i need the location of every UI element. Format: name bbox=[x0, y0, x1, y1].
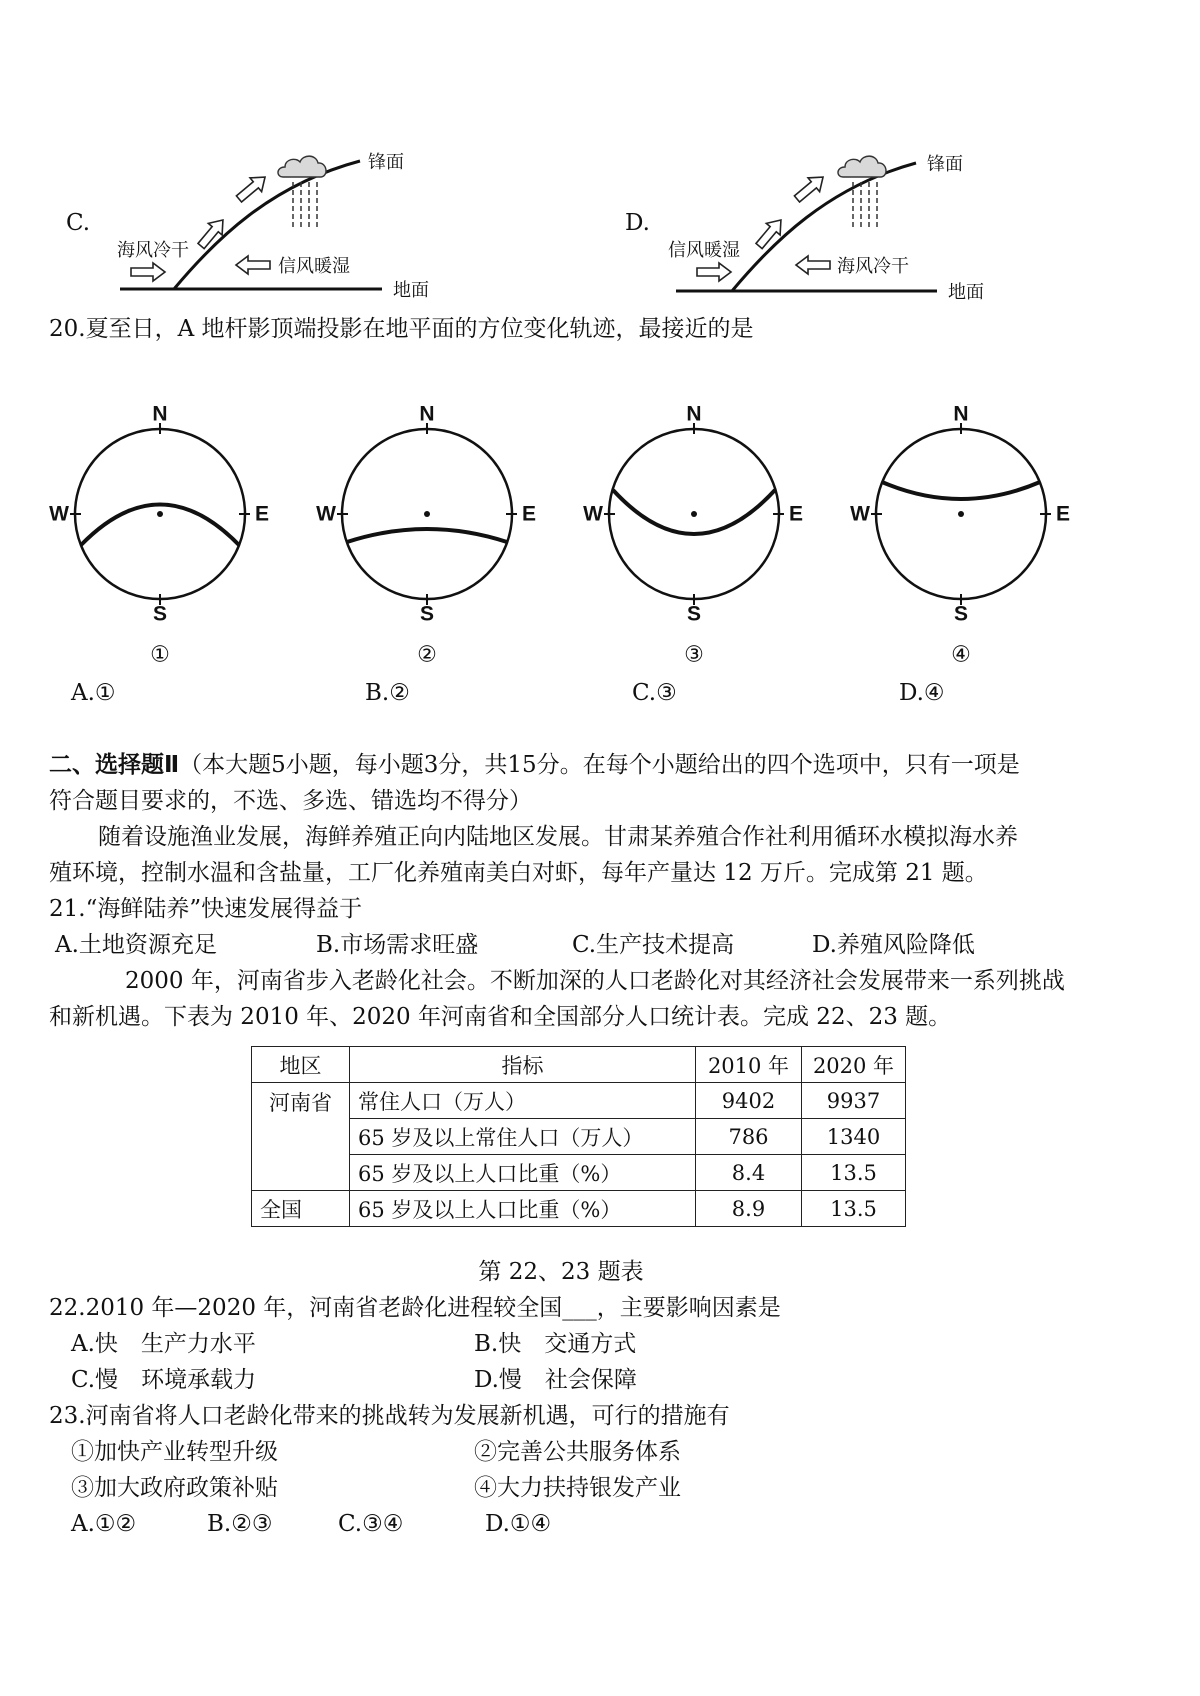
q22-option-a: A.快 生产力水平 bbox=[71, 1331, 256, 1357]
indicator-cell: 65 岁及以上常住人口（万人） bbox=[350, 1119, 696, 1155]
south-label: S bbox=[953, 602, 969, 626]
west-label: W bbox=[583, 502, 603, 526]
east-label: E bbox=[788, 502, 804, 526]
q23-option-c: C.③④ bbox=[338, 1511, 404, 1537]
table-row bbox=[252, 1119, 906, 1155]
q21-option-b: B.市场需求旺盛 bbox=[316, 932, 479, 958]
shadow-track bbox=[882, 482, 1040, 499]
value-2010-cell: 786 bbox=[696, 1119, 802, 1155]
east-label: E bbox=[254, 502, 270, 526]
q23-option-a: A.①② bbox=[71, 1511, 137, 1537]
q20-option-c: C.③ bbox=[632, 680, 677, 706]
diagram-c bbox=[117, 152, 429, 300]
value-2020-cell: 13.5 bbox=[802, 1191, 906, 1227]
ground-label: 地面 bbox=[393, 280, 429, 300]
shadow-track bbox=[347, 529, 507, 542]
north-label: N bbox=[953, 402, 969, 426]
indicator-cell: 65 岁及以上人口比重（%） bbox=[350, 1155, 696, 1191]
figure-number: ② bbox=[417, 642, 437, 668]
table-header: 地区 bbox=[252, 1047, 350, 1083]
q22-option-b: B.快 交通方式 bbox=[474, 1331, 637, 1357]
rising-air-arrow-icon bbox=[752, 214, 788, 252]
front-diagrams bbox=[0, 130, 1200, 310]
north-label: N bbox=[152, 402, 168, 426]
population-table bbox=[251, 1046, 906, 1227]
q20-option-b: B.② bbox=[365, 680, 410, 706]
figure-number: ① bbox=[150, 642, 170, 668]
north-label: N bbox=[419, 402, 435, 426]
west-label: W bbox=[850, 502, 870, 526]
right-wind-label: 信风暖湿 bbox=[278, 256, 350, 276]
q22-option-d: D.慢 社会保障 bbox=[474, 1367, 637, 1393]
left-arrow-icon bbox=[236, 256, 270, 274]
pole-dot bbox=[691, 511, 697, 517]
pole-dot bbox=[157, 511, 163, 517]
indicator-cell: 65 岁及以上人口比重（%） bbox=[350, 1191, 696, 1227]
south-label: S bbox=[419, 602, 435, 626]
q20-option-a: A.① bbox=[71, 680, 116, 706]
section-note: （本大题5小题，每小题3分，共15分。在每个小题给出的四个选项中，只有一项是 bbox=[179, 752, 1020, 778]
figure-number: ③ bbox=[684, 642, 704, 668]
table-row bbox=[252, 1155, 906, 1191]
ground-label: 地面 bbox=[948, 282, 984, 302]
front-label: 锋面 bbox=[927, 154, 963, 174]
diagram-d bbox=[668, 154, 984, 302]
rising-air-arrow-icon bbox=[791, 170, 829, 206]
q21-material-line: 殖环境，控制水温和含盐量，工厂化养殖南美白对虾，每年产量达 12 万斤。完成第 21 题。 bbox=[49, 860, 988, 886]
q20-stem: 20.夏至日，A 地杆影顶端投影在地平面的方位变化轨迹，最接近的是 bbox=[49, 316, 754, 342]
region-cell: 全国 bbox=[252, 1191, 350, 1227]
q23-stem: 23.河南省将人口老龄化带来的挑战转为发展新机遇，可行的措施有 bbox=[49, 1403, 730, 1429]
south-label: S bbox=[152, 602, 168, 626]
q23-option-d: D.①④ bbox=[485, 1511, 552, 1537]
left-arrow-icon bbox=[796, 256, 830, 274]
q20-option-d: D.④ bbox=[899, 680, 945, 706]
value-2010-cell: 8.4 bbox=[696, 1155, 802, 1191]
west-label: W bbox=[49, 502, 69, 526]
section-header bbox=[49, 752, 1020, 778]
figure-2 bbox=[316, 403, 536, 668]
table-header: 2010 年 bbox=[696, 1047, 802, 1083]
q22-23-material-line: 和新机遇。下表为 2010 年、2020 年河南省和全国部分人口统计表。完成 22、23 题。 bbox=[49, 1004, 952, 1030]
q22-option-c: C.慢 环境承载力 bbox=[71, 1367, 257, 1393]
option-d-label: D. bbox=[625, 210, 650, 236]
figure-1 bbox=[49, 403, 269, 668]
region-cell: 河南省 bbox=[252, 1083, 350, 1191]
q22-stem: 22.2010 年—2020 年，河南省老龄化进程较全国___，主要影响因素是 bbox=[49, 1295, 781, 1321]
front-label: 锋面 bbox=[368, 152, 404, 172]
right-wind-label: 海风冷干 bbox=[837, 256, 909, 276]
east-label: E bbox=[521, 502, 537, 526]
south-label: S bbox=[686, 602, 702, 626]
section-note-cont: 符合题目要求的，不选、多选、错选均不得分） bbox=[49, 788, 532, 814]
value-2020-cell: 9937 bbox=[802, 1083, 906, 1119]
table-row bbox=[252, 1083, 906, 1119]
cloud-icon bbox=[838, 156, 886, 177]
table-header: 指标 bbox=[350, 1047, 696, 1083]
q23-option-b: B.②③ bbox=[207, 1511, 273, 1537]
table-caption: 第 22、23 题表 bbox=[478, 1259, 644, 1285]
option-c-label: C. bbox=[66, 210, 91, 236]
pole-dot bbox=[424, 511, 430, 517]
q21-option-c: C.生产技术提高 bbox=[572, 932, 735, 958]
left-wind-label: 海风冷干 bbox=[117, 240, 189, 260]
q21-option-d: D.养殖风险降低 bbox=[812, 932, 975, 958]
figure-number: ④ bbox=[951, 642, 971, 668]
rain-icon bbox=[293, 182, 317, 230]
value-2020-cell: 13.5 bbox=[802, 1155, 906, 1191]
rain-icon bbox=[853, 182, 877, 230]
west-label: W bbox=[316, 502, 336, 526]
table-row bbox=[252, 1191, 906, 1227]
right-arrow-icon bbox=[697, 263, 731, 281]
east-label: E bbox=[1055, 502, 1071, 526]
table-header-row bbox=[252, 1047, 906, 1083]
value-2010-cell: 9402 bbox=[696, 1083, 802, 1119]
figure-4 bbox=[850, 403, 1070, 668]
table-header: 2020 年 bbox=[802, 1047, 906, 1083]
figure-3 bbox=[583, 403, 803, 668]
indicator-cell: 常住人口（万人） bbox=[350, 1083, 696, 1119]
q22-23-material-line: 2000 年，河南省步入老龄化社会。不断加深的人口老龄化对其经济社会发展带来一系列挑战 bbox=[125, 968, 1065, 994]
q23-measure: ③加大政府政策补贴 bbox=[71, 1475, 278, 1501]
shadow-track-figures bbox=[0, 390, 1200, 675]
q21-stem: 21.“海鲜陆养”快速发展得益于 bbox=[49, 896, 363, 922]
q23-measure: ④大力扶持银发产业 bbox=[474, 1475, 681, 1501]
q21-option-a: A.土地资源充足 bbox=[55, 932, 217, 958]
cloud-icon bbox=[278, 156, 326, 177]
q21-material-line: 随着设施渔业发展，海鲜养殖正向内陆地区发展。甘肃某养殖合作社利用循环水模拟海水养 bbox=[98, 824, 1018, 850]
right-arrow-icon bbox=[131, 263, 165, 281]
section-title: 二、选择题Ⅱ bbox=[49, 752, 180, 778]
value-2020-cell: 1340 bbox=[802, 1119, 906, 1155]
north-label: N bbox=[686, 402, 702, 426]
pole-dot bbox=[958, 511, 964, 517]
rising-air-arrow-icon bbox=[233, 170, 271, 206]
shadow-track bbox=[81, 505, 239, 546]
left-wind-label: 信风暖湿 bbox=[668, 240, 740, 260]
value-2010-cell: 8.9 bbox=[696, 1191, 802, 1227]
q23-measure: ①加快产业转型升级 bbox=[71, 1439, 278, 1465]
q23-measure: ②完善公共服务体系 bbox=[474, 1439, 681, 1465]
